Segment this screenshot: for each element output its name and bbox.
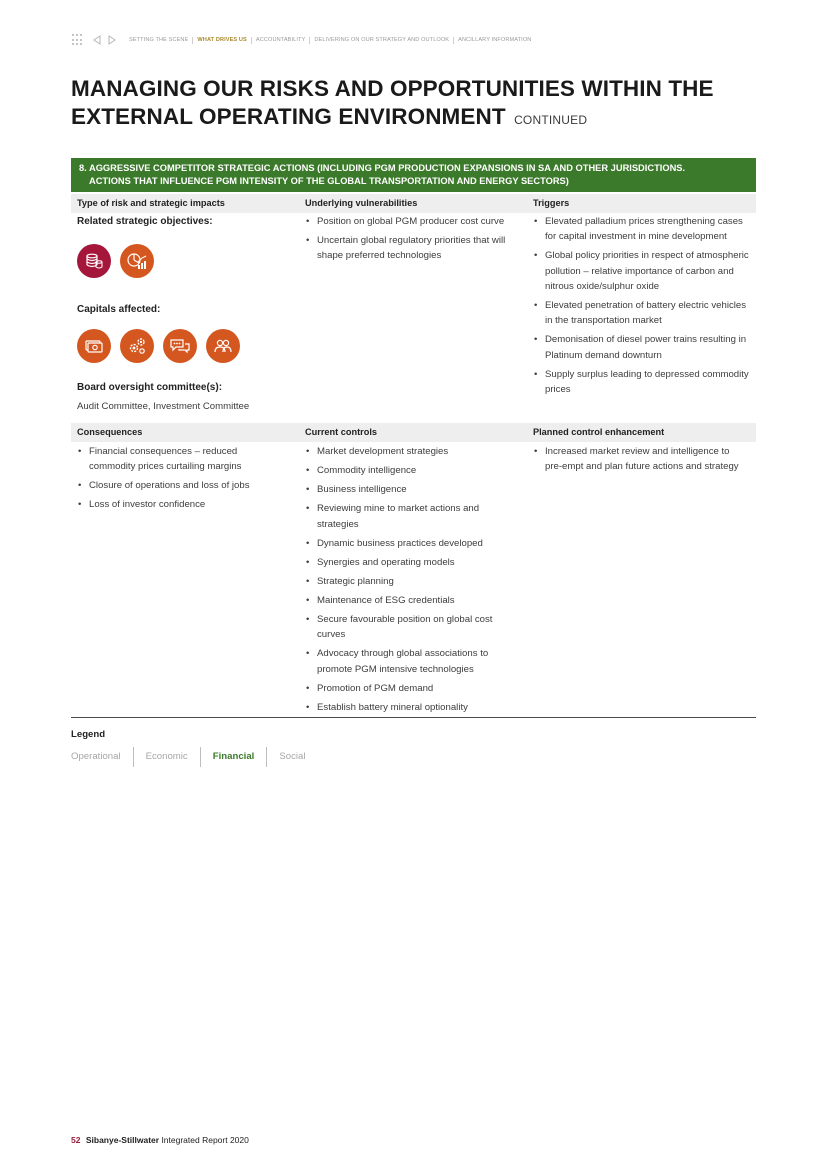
list-item: • Reviewing mine to market actions and strategies xyxy=(305,501,519,532)
gears-icon xyxy=(120,329,154,363)
page-title-line2: EXTERNAL OPERATING ENVIRONMENT xyxy=(71,104,506,129)
nav-item-ancillary-information[interactable]: ANCILLARY INFORMATION xyxy=(458,37,532,43)
enhancements-list xyxy=(533,444,743,475)
continued-label: CONTINUED xyxy=(514,113,588,127)
header-consequences: Consequences xyxy=(77,427,143,437)
list-item: • Market development strategies xyxy=(305,444,519,459)
type-of-risk-column xyxy=(77,214,299,414)
risk-heading-line2: ACTIONS THAT INFLUENCE PGM INTENSITY OF THE GLOBAL TRANSPORTATION AND ENERGY SECTORS) xyxy=(89,176,569,186)
page-footer xyxy=(71,1135,249,1145)
objective-icons xyxy=(77,244,299,278)
list-item: • Maintenance of ESG credentials xyxy=(305,593,519,608)
list-item: • Financial consequences – reduced commodity prices curtailing margins xyxy=(77,444,277,475)
list-item: • Supply surplus leading to depressed commodity prices xyxy=(533,367,753,398)
risk-heading-line1: 8. AGGRESSIVE COMPETITOR STRATEGIC ACTIONS (INCLUDING PGM PRODUCTION EXPANSIONS IN SA AND OTHER JURISDICTIONS. xyxy=(79,163,686,173)
legend-financial: Financial xyxy=(212,751,255,762)
nav-item-setting-the-scene[interactable]: SETTING THE SCENE xyxy=(129,37,189,43)
vulnerabilities-column xyxy=(305,214,519,267)
section2-header-row xyxy=(71,423,756,442)
list-item: • Commodity intelligence xyxy=(305,463,519,478)
list-item: • Synergies and operating models xyxy=(305,555,519,570)
speech-bubbles-icon xyxy=(163,329,197,363)
list-item: • Establish battery mineral optionality xyxy=(305,700,519,715)
board-oversight-value: Audit Committee, Investment Committee xyxy=(77,400,250,412)
growth-chart-icon xyxy=(120,244,154,278)
nav-item-what-drives-us[interactable]: WHAT DRIVES US xyxy=(197,37,247,43)
header-triggers: Triggers xyxy=(533,198,570,208)
page-title xyxy=(71,75,761,134)
page-title-line1: MANAGING OUR RISKS AND OPPORTUNITIES WITHIN THE xyxy=(71,76,714,101)
header-planned-enhancement: Planned control enhancement xyxy=(533,427,665,437)
nav-item-delivering-strategy[interactable]: DELIVERING ON OUR STRATEGY AND OUTLOOK xyxy=(314,37,450,43)
next-page-icon[interactable] xyxy=(107,35,116,46)
header-type-of-risk: Type of risk and strategic impacts xyxy=(77,198,225,208)
previous-page-icon[interactable] xyxy=(92,35,101,46)
money-icon xyxy=(77,329,111,363)
consequences-list xyxy=(77,444,277,513)
vulnerabilities-list xyxy=(305,214,519,264)
list-item: • Dynamic business practices developed xyxy=(305,536,519,551)
related-objectives-label: Related strategic objectives: xyxy=(77,216,213,227)
capitals-affected-label: Capitals affected: xyxy=(77,304,161,316)
table-bottom-rule xyxy=(71,717,756,718)
list-item: • Loss of investor confidence xyxy=(77,497,277,512)
list-item: • Secure favourable position on global cost curves xyxy=(305,612,519,643)
board-oversight-label: Board oversight committee(s): xyxy=(77,381,223,393)
enhancements-column xyxy=(533,444,743,478)
legend-economic: Economic xyxy=(145,751,188,762)
section1-header-row xyxy=(71,194,756,213)
page-number: 52 xyxy=(71,1135,81,1145)
triggers-column xyxy=(533,214,753,401)
grid-menu-icon[interactable] xyxy=(72,34,84,46)
list-item: • Global policy priorities in respect of atmospheric pollution – relative importance of carbon and nitrous oxide/sulphur oxide xyxy=(533,248,753,294)
capitals-icons xyxy=(77,329,299,363)
footer-brand: Sibanye-Stillwater xyxy=(85,1135,160,1145)
list-item: • Promotion of PGM demand xyxy=(305,681,519,696)
legend xyxy=(71,747,317,767)
controls-column xyxy=(305,444,519,719)
legend-operational: Operational xyxy=(71,751,121,762)
list-item: • Business intelligence xyxy=(305,482,519,497)
header-underlying-vulnerabilities: Underlying vulnerabilities xyxy=(305,198,418,208)
list-item: • Uncertain global regulatory priorities that will shape preferred technologies xyxy=(305,233,519,264)
triggers-list xyxy=(533,214,753,397)
legend-label: Legend xyxy=(71,729,106,740)
footer-report-name: Integrated Report 2020 xyxy=(161,1135,249,1145)
controls-list xyxy=(305,444,519,715)
header-current-controls: Current controls xyxy=(305,427,377,437)
risk-heading xyxy=(71,158,756,192)
list-item: • Demonisation of diesel power trains resulting in Platinum demand downturn xyxy=(533,332,753,363)
list-item: • Elevated penetration of battery electric vehicles in the transportation market xyxy=(533,298,753,329)
list-item: • Strategic planning xyxy=(305,574,519,589)
list-item: • Elevated palladium prices strengthening cases for capital investment in mine development xyxy=(533,214,753,245)
nav-item-accountability[interactable]: ACCOUNTABILITY xyxy=(255,37,306,43)
list-item: • Position on global PGM producer cost curve xyxy=(305,214,519,229)
list-item: • Increased market review and intelligence to pre-empt and plan future actions and strategy xyxy=(533,444,743,475)
consequences-column xyxy=(77,444,277,517)
top-navigation xyxy=(72,33,535,47)
legend-social: Social xyxy=(279,751,306,762)
people-icon xyxy=(206,329,240,363)
list-item: • Closure of operations and loss of jobs xyxy=(77,478,277,493)
coins-icon xyxy=(77,244,111,278)
list-item: • Advocacy through global associations to promote PGM intensive technologies xyxy=(305,646,519,677)
